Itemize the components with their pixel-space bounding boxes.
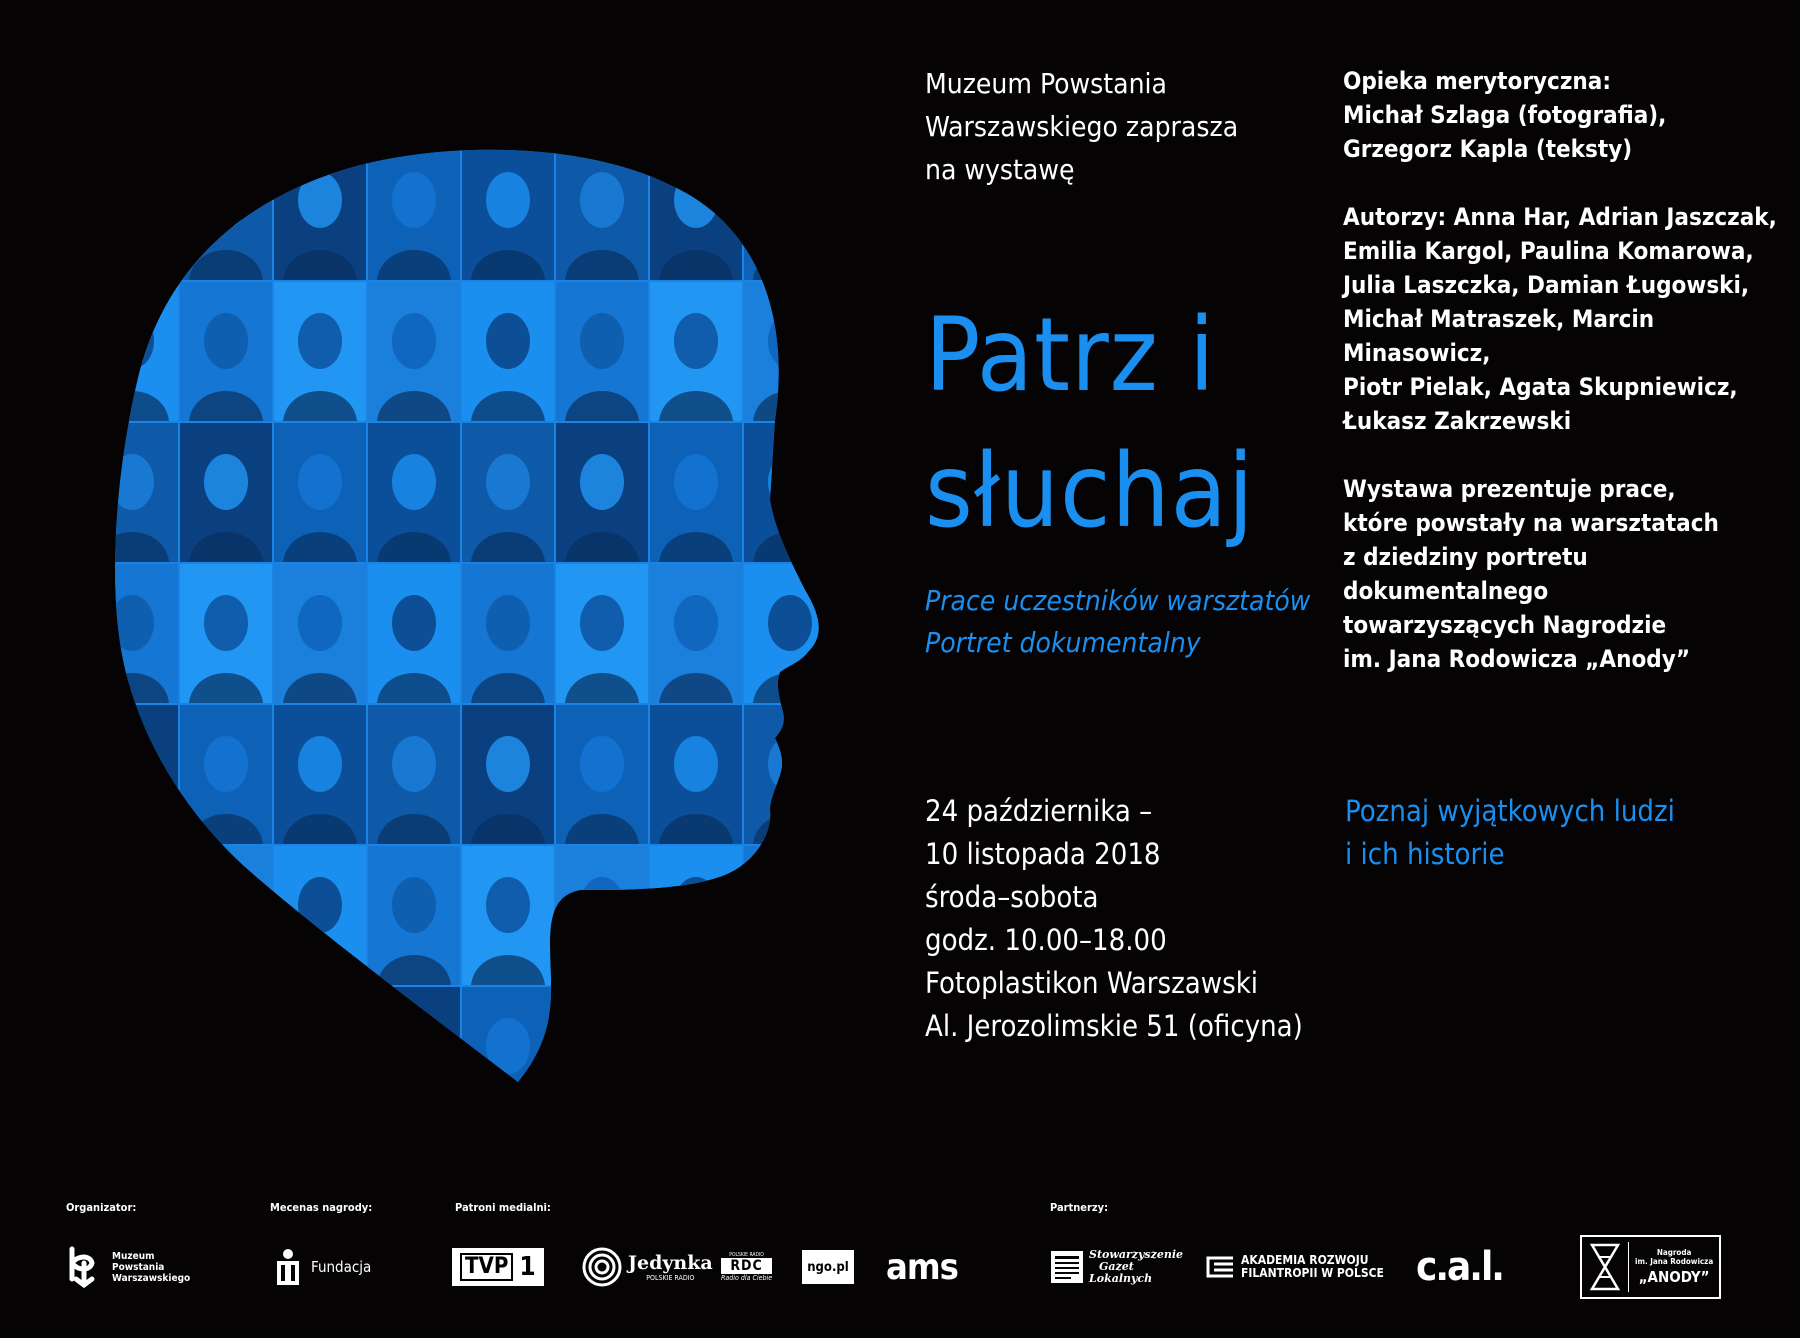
portrait-face <box>486 172 530 228</box>
portrait-shoulders <box>377 1096 451 1126</box>
credits-line: Michał Szlaga (fotografia), <box>1343 101 1667 129</box>
label-partnerzy: Partnerzy: <box>1050 1201 1109 1214</box>
portrait-face <box>392 172 436 228</box>
portrait-shoulders <box>95 250 169 280</box>
anody-text: „ANODY” <box>1638 1268 1710 1286</box>
portrait-face <box>674 172 718 228</box>
portrait-tile <box>86 846 178 985</box>
logo-fundacja-pko[interactable] <box>273 1232 371 1302</box>
credits-line: Autorzy: Anna Har, Adrian Jaszczak, <box>1343 203 1777 231</box>
portrait-face <box>204 595 248 651</box>
logo-ams[interactable] <box>886 1232 958 1302</box>
rdc-top: POLSKIE RADIO <box>729 1252 764 1258</box>
portrait-tile <box>744 282 836 421</box>
logo-tvp1[interactable] <box>452 1232 544 1302</box>
credits-line: im. Jana Rodowicza „Anody” <box>1343 645 1691 673</box>
portrait-face <box>580 877 624 933</box>
portrait-face <box>768 313 812 369</box>
portrait-shoulders <box>565 1096 639 1126</box>
logo-ngo[interactable] <box>802 1232 854 1302</box>
label-organizator: Organizator: <box>66 1201 137 1214</box>
akademia-text: FILANTROPII W POLSCE <box>1241 1266 1384 1280</box>
portrait-tile <box>86 987 178 1126</box>
portrait-face <box>392 313 436 369</box>
portrait-face <box>768 454 812 510</box>
exhibition-dates-venue <box>925 790 1303 1048</box>
jedynka-sub: POLSKIE RADIO <box>646 1274 695 1282</box>
logo-sgl[interactable] <box>1050 1232 1183 1302</box>
portrait-tile <box>744 987 836 1126</box>
portrait-shoulders <box>95 1096 169 1126</box>
anody-text: Nagroda <box>1656 1248 1692 1257</box>
portrait-tile <box>86 705 178 844</box>
portrait-face <box>392 1018 436 1074</box>
portrait-face <box>486 595 530 651</box>
portrait-face <box>110 313 154 369</box>
portrait-face <box>110 454 154 510</box>
portrait-face <box>768 595 812 651</box>
portrait-face <box>110 1018 154 1074</box>
portrait-face <box>204 1018 248 1074</box>
muzeum-logo-text: Warszawskiego <box>112 1272 191 1284</box>
intro-line: na wystawę <box>925 153 1075 186</box>
credits-line: które powstały na warsztatach <box>1343 509 1719 537</box>
portrait-face <box>674 1018 718 1074</box>
logo-akademia[interactable] <box>1205 1232 1384 1302</box>
portrait-shoulders <box>565 955 639 985</box>
portrait-face <box>768 877 812 933</box>
portrait-face <box>580 595 624 651</box>
rdc-sub: Radio dla Ciebie <box>721 1274 773 1282</box>
akademia-icon <box>1205 1255 1235 1279</box>
portrait-shoulders <box>471 1096 545 1126</box>
portrait-face <box>204 877 248 933</box>
address-line: Al. Jerozolimskie 51 (oficyna) <box>925 1009 1303 1043</box>
portrait-face <box>110 172 154 228</box>
credits-autorzy <box>1343 200 1800 438</box>
portrait-face <box>768 172 812 228</box>
label-patroni: Patroni medialni: <box>455 1201 551 1214</box>
portrait-tile <box>650 846 742 985</box>
portrait-shoulders <box>659 955 733 985</box>
credits-line: Opieka merytoryczna: <box>1343 67 1611 95</box>
portrait-face <box>674 313 718 369</box>
tvp-number: 1 <box>519 1252 536 1282</box>
subtitle-line: Portret dokumentalny <box>925 626 1201 659</box>
credits-line: Piotr Pielak, Agata Skupniewicz, <box>1343 373 1738 401</box>
portrait-face <box>580 172 624 228</box>
portrait-face <box>674 595 718 651</box>
portrait-face <box>486 454 530 510</box>
portrait-face <box>110 595 154 651</box>
portrait-face <box>674 736 718 792</box>
logo-cal[interactable] <box>1416 1232 1503 1302</box>
credits-line: Michał Matraszek, Marcin Minasowicz, <box>1343 305 1655 367</box>
credits-line: Wystawa prezentuje prace, <box>1343 475 1676 503</box>
date-line: 10 listopada 2018 <box>925 837 1161 871</box>
rdc-text: RDC <box>721 1258 772 1274</box>
portrait-face <box>486 877 530 933</box>
logo-rdc[interactable] <box>721 1232 772 1302</box>
tagline-line: Poznaj wyjątkowych ludzi <box>1345 794 1675 828</box>
credits-opieka <box>1343 64 1800 166</box>
exhibition-title <box>925 288 1254 560</box>
muzeum-logo-text: Muzeum <box>112 1250 155 1262</box>
credits-line: Julia Laszczka, Damian Ługowski, <box>1343 271 1750 299</box>
jedynka-text: Jedynka <box>628 1252 713 1274</box>
muzeum-logo-text: Powstania <box>112 1261 165 1273</box>
portrait-shoulders <box>283 955 357 985</box>
portrait-face <box>298 877 342 933</box>
portrait-face <box>110 736 154 792</box>
intro-line: Muzeum Powstania <box>925 67 1167 100</box>
days-line: środa–sobota <box>925 880 1099 914</box>
portrait-tile <box>744 846 836 985</box>
portrait-face <box>768 1018 812 1074</box>
portrait-face <box>298 595 342 651</box>
portrait-shoulders <box>189 1096 263 1126</box>
cal-text: c.a.l. <box>1416 1244 1503 1290</box>
venue-line: Fotoplastikon Warszawski <box>925 966 1259 1000</box>
portrait-face <box>298 172 342 228</box>
portrait-face <box>392 595 436 651</box>
portrait-face <box>768 736 812 792</box>
title-line: słuchaj <box>925 432 1255 551</box>
portrait-face <box>298 736 342 792</box>
portrait-face <box>392 736 436 792</box>
portrait-tile <box>556 846 648 985</box>
logo-anody[interactable] <box>1580 1232 1721 1302</box>
akademia-text: AKADEMIA ROZWOJU <box>1241 1253 1369 1267</box>
credits-line: Emilia Kargol, Paulina Komarowa, <box>1343 237 1754 265</box>
portrait-tile <box>274 987 366 1126</box>
ngo-text: ngo.pl <box>802 1250 854 1284</box>
portrait-face <box>204 454 248 510</box>
logo-jedynka[interactable] <box>582 1232 713 1302</box>
sgl-text: Stowarzyszenie <box>1089 1248 1184 1261</box>
title-line: Patrz i <box>925 296 1216 415</box>
portrait-shoulders <box>753 1096 827 1126</box>
portrait-face <box>580 736 624 792</box>
sgl-text: Lokalnych <box>1089 1272 1153 1285</box>
anody-emblem-icon <box>1588 1241 1622 1293</box>
credits-line: Grzegorz Kapla (teksty) <box>1343 135 1633 163</box>
portrait-face <box>204 736 248 792</box>
hours-line: godz. 10.00–18.00 <box>925 923 1167 957</box>
portrait-face <box>486 1018 530 1074</box>
ams-text: ams <box>886 1246 958 1288</box>
subtitle-line: Prace uczestników warsztatów <box>925 584 1311 617</box>
portrait-face <box>392 877 436 933</box>
portrait-tile <box>556 987 648 1126</box>
portrait-face <box>110 877 154 933</box>
date-line: 24 października – <box>925 794 1153 828</box>
credits-line: towarzyszących Nagrodzie <box>1343 611 1667 639</box>
fundacja-text: Fundacja <box>311 1258 372 1276</box>
portrait-face <box>580 1018 624 1074</box>
tagline-line: i ich historie <box>1345 837 1505 871</box>
portrait-face <box>580 454 624 510</box>
portrait-tile <box>744 423 836 562</box>
jedynka-rings-icon <box>582 1247 622 1287</box>
intro-line: Warszawskiego zaprasza <box>925 110 1239 143</box>
credits-opis <box>1343 472 1800 676</box>
tvp-text: TVP <box>460 1253 513 1281</box>
portrait-face <box>298 454 342 510</box>
logo-muzeum[interactable] <box>64 1232 190 1302</box>
portrait-tile <box>650 987 742 1126</box>
portrait-tile <box>744 141 836 280</box>
credits-line: z dziedziny portretu dokumentalnego <box>1343 543 1588 605</box>
pko-icon <box>273 1247 303 1287</box>
exhibition-subtitle <box>925 580 1310 664</box>
portrait-tile <box>86 141 178 280</box>
portrait-shoulders <box>189 955 263 985</box>
label-mecenas: Mecenas nagrody: <box>270 1201 373 1214</box>
portrait-face <box>392 454 436 510</box>
anody-text: im. Jana Rodowicza <box>1635 1257 1714 1266</box>
portrait-tile <box>86 282 178 421</box>
portrait-face <box>486 736 530 792</box>
portrait-tile <box>368 987 460 1126</box>
credits <box>1343 64 1800 710</box>
portrait-shoulders <box>753 955 827 985</box>
portrait-tile <box>180 987 272 1126</box>
portrait-shoulders <box>753 250 827 280</box>
sgl-text: Gazet <box>1099 1260 1134 1273</box>
portrait-shoulders <box>659 1096 733 1126</box>
portrait-face <box>204 172 248 228</box>
portrait-face <box>298 313 342 369</box>
muzeum-anchor-icon <box>64 1245 106 1289</box>
portrait-shoulders <box>95 814 169 844</box>
intro-text <box>925 62 1238 191</box>
portrait-shoulders <box>95 955 169 985</box>
tagline <box>1345 790 1675 876</box>
credits-line: Łukasz Zakrzewski <box>1343 407 1572 435</box>
portrait-shoulders <box>283 1096 357 1126</box>
portrait-face <box>486 313 530 369</box>
portrait-face <box>298 1018 342 1074</box>
portrait-face <box>580 313 624 369</box>
portrait-face <box>674 454 718 510</box>
sgl-newspaper-icon <box>1050 1250 1084 1284</box>
portrait-face <box>674 877 718 933</box>
portrait-tile <box>180 846 272 985</box>
portrait-tile <box>744 705 836 844</box>
portrait-face <box>204 313 248 369</box>
